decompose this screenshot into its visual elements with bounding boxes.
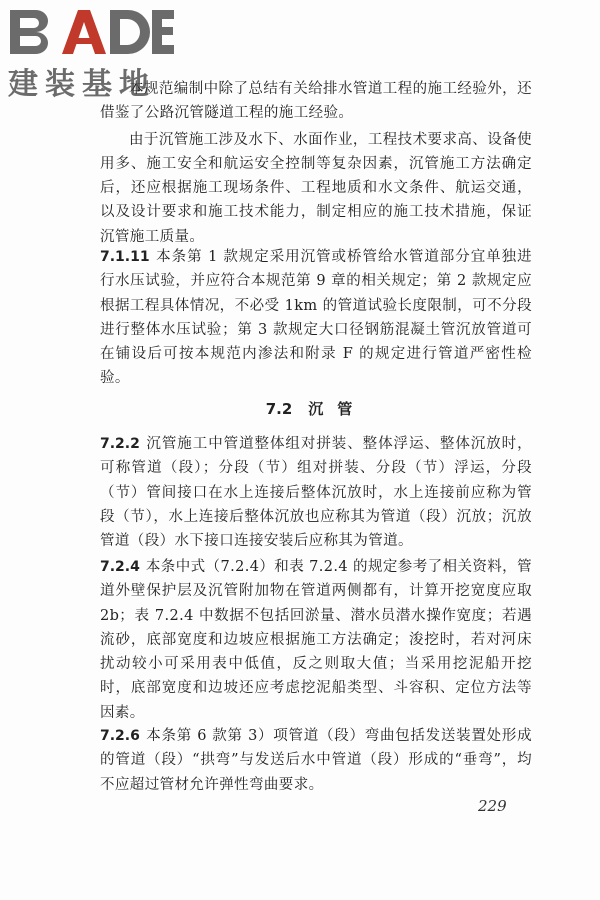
clause-text: 本条第 6 款第 3）项管道（段）弯曲包括发送装置处形成的管道（段）“拱弯”与发送后水中管道（段）形成的“垂弯”，均不应超过管材允许弹性弯曲要求。 — [100, 728, 532, 793]
page-number: 229 — [478, 797, 507, 815]
clause-number: 7.1.11 — [100, 249, 150, 265]
clause-number: 7.2.6 — [100, 728, 140, 744]
clause-text: 沉管施工中管道整体组对拼装、整体浮运、整体沉放时，可称管道（段）；分段（节）组对拼装、分段（节）浮运，分段（节）管间接口在水上连接后整体沉放时，水上连接前应称为管段（节），水上连接后整体沉放也应称其为管道（段）沉放；沉放管道（段）水下接口连接安装后应称其为管道。 — [100, 436, 532, 550]
clause-number: 7.2.4 — [100, 559, 140, 575]
clause-number: 7.2.2 — [100, 436, 140, 452]
clause-7-2-2 — [100, 432, 532, 553]
clause-text: 本条第 1 款规定采用沉管或桥管给水管道部分宜单独进行水压试验，并应符合本规范第 9 章的相关规定；第 2 款规定应根据工程具体情况，不必受 1km 的管道试验长度限制，可不分段进行整体水压试验；第 3 款规定大口径钢筋混凝土管沉放管道可在铺设后可按本规范内渗法和附录 F 的规定进行管道严密性检验。 — [100, 249, 532, 387]
intro-paragraph-1: 本规范编制中除了总结有关给排水管道工程的施工经验外，还借鉴了公路沉管隧道工程的施工经验。 — [100, 81, 532, 122]
section-heading — [100, 398, 532, 419]
clause-7-2-4 — [100, 555, 532, 725]
section-number: 7.2 — [265, 400, 293, 418]
intro-section — [100, 77, 532, 249]
logo-subtitle-text: 建装基地 — [8, 67, 156, 102]
section-title: 沉管 — [308, 400, 367, 418]
intro-paragraph-2: 由于沉管施工涉及水下、水面作业，工程技术要求高、设备使用多、施工安全和航运安全控制等复杂因素，沉管施工方法确定后，还应根据施工现场条件、工程地质和水文条件、航运交通，以及设计要求和施工技术能力，制定相应的施工技术措施，保证沉管施工质量。 — [100, 131, 532, 245]
clause-text: 本条中式（7.2.4）和表 7.2.4 的规定参考了相关资料，管道外壁保护层及沉管附加物在管道两侧都有，计算开挖宽度应取 2b；表 7.2.4 中数据不包括回淤量、潜水员潜水操作宽度；若遇流砂，底部宽度和边坡应根据施工方法确定；浚挖时，若对河床扰动较小可采用表中低值，反之则取大值；当采用挖泥船开挖时，底部宽度和边坡还应考虑挖泥船类型、斗容积、定位方法等因素。 — [100, 559, 532, 721]
clause-7-2-6 — [100, 724, 532, 797]
clause-7-1-11 — [100, 245, 532, 391]
